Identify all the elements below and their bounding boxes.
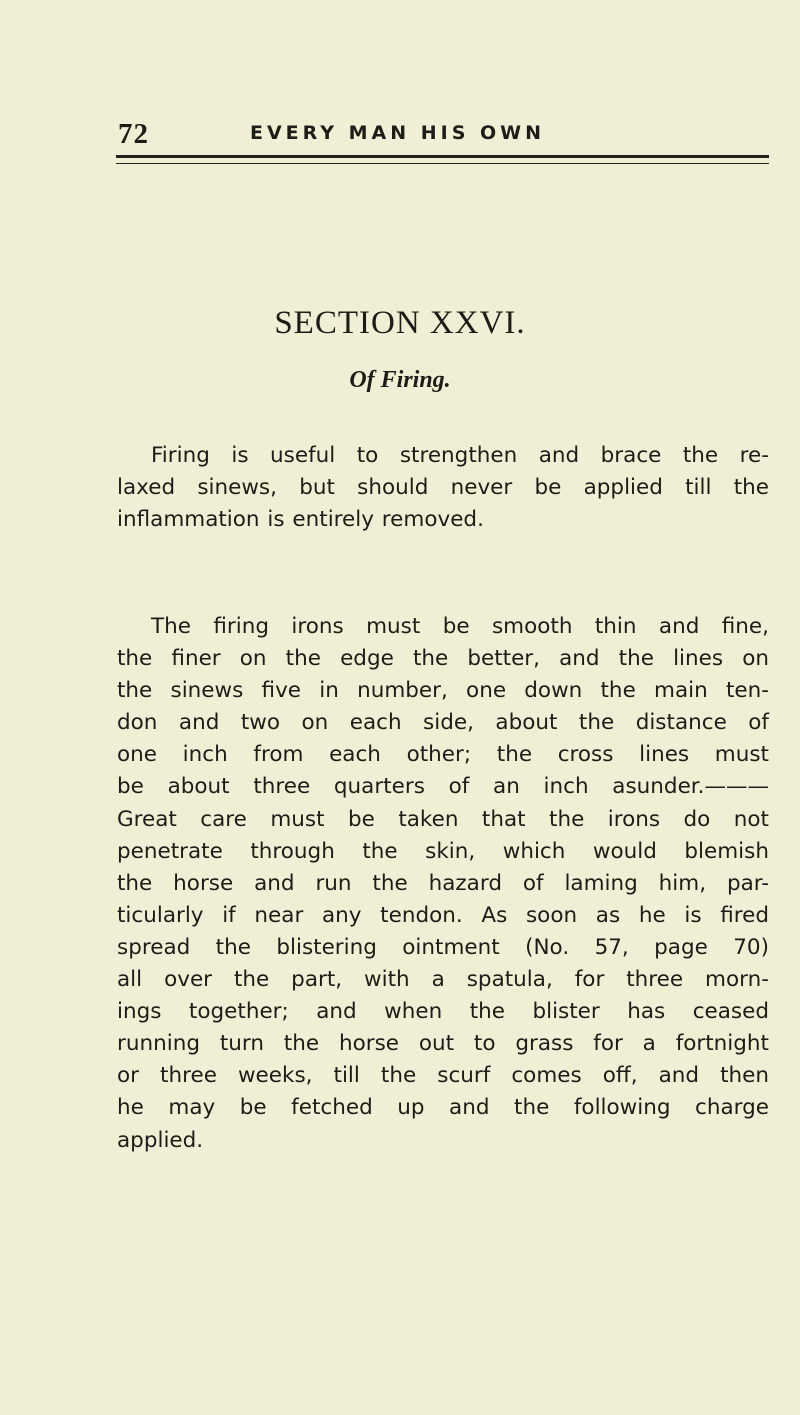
- paragraph-line: all over the part, with a spatula, for three morn-: [117, 967, 769, 993]
- paragraph-line: the sinews five in number, one down the main ten-: [117, 678, 769, 704]
- page-number: 72: [118, 118, 149, 150]
- paragraph-2: [117, 611, 769, 1157]
- header-rule-thick: [116, 155, 769, 158]
- paragraph-line: ticularly if near any tendon. As soon as he is fired: [117, 902, 769, 928]
- paragraph-line: one inch from each other; the cross lines must: [117, 742, 769, 768]
- paragraph-line: The firing irons must be smooth thin and fine,: [151, 614, 769, 639]
- running-head: [118, 118, 768, 152]
- paragraph-line: applied.: [117, 1127, 204, 1153]
- section-subtitle: Of Firing.: [349, 367, 451, 393]
- paragraph-line: ings together; and when the blister has ceased: [117, 999, 769, 1025]
- paragraph-line: the horse and run the hazard of laming him, par-: [117, 870, 769, 896]
- running-title: EVERY MAN HIS OWN: [250, 122, 546, 144]
- paragraph-line: running turn the horse out to grass for a fortnight: [117, 1031, 769, 1057]
- paragraph-line: penetrate through the skin, which would blemish: [117, 838, 769, 864]
- paragraph-line: laxed sinews, but should never be applied till the: [117, 475, 769, 501]
- paragraph-line: he may be fetched up and the following charge: [117, 1095, 769, 1121]
- paragraph-line: inflammation is entirely removed.: [117, 507, 484, 533]
- paragraph-line: be about three quarters of an inch asunder.———: [117, 774, 769, 800]
- section-title: SECTION XXVI.: [274, 305, 526, 341]
- paragraph-line: the finer on the edge the better, and the lines on: [117, 646, 769, 672]
- paragraph-1: [117, 440, 769, 536]
- paragraph-line: don and two on each side, about the distance of: [117, 710, 769, 736]
- paragraph-line: Great care must be taken that the irons do not: [117, 806, 769, 832]
- paragraph-line: Firing is useful to strengthen and brace the re-: [151, 443, 769, 468]
- paragraph-line: spread the blistering ointment (No. 57, page 70): [117, 934, 769, 960]
- paragraph-line: or three weeks, till the scurf comes off, and then: [117, 1063, 769, 1089]
- header-rule-thin: [116, 163, 769, 164]
